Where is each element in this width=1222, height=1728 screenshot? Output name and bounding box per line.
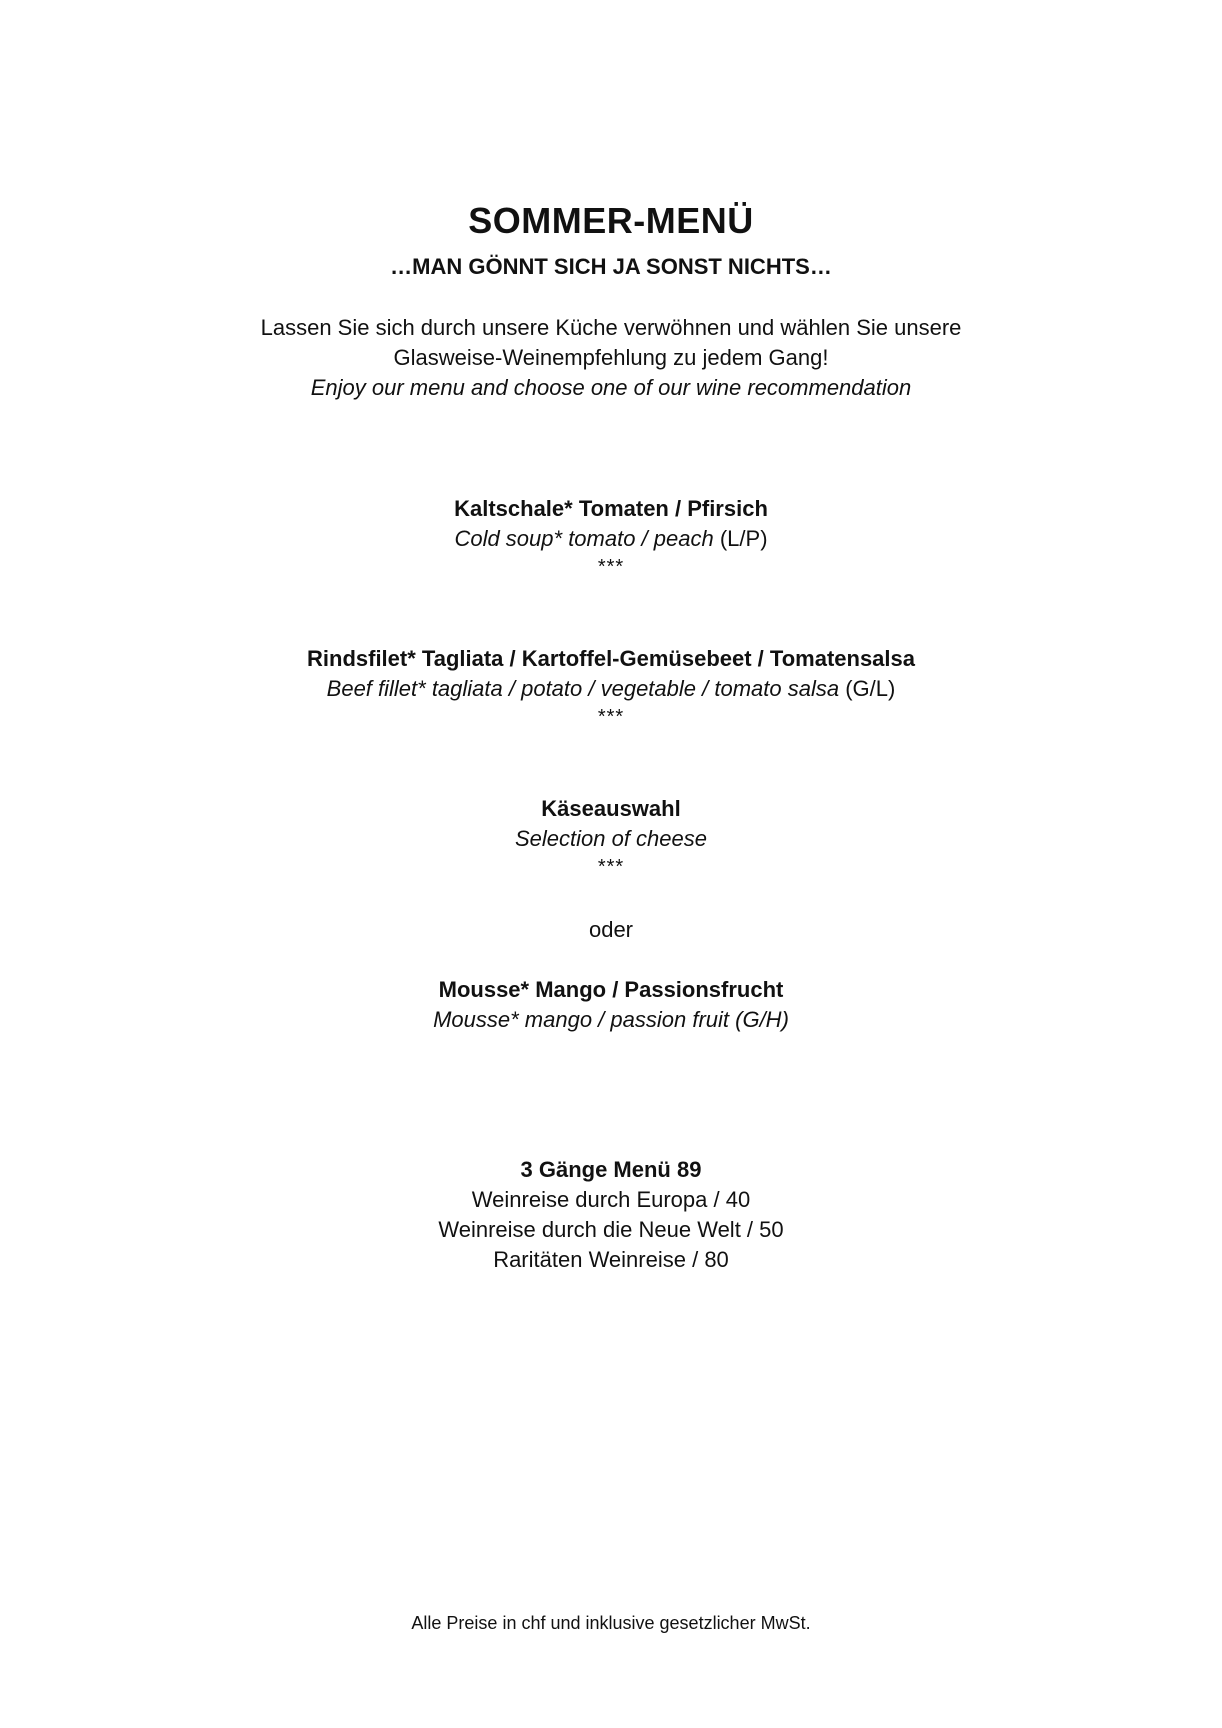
intro-english: Enjoy our menu and choose one of our wine recommendation <box>310 375 912 400</box>
course-2-name-en-line <box>0 676 1222 702</box>
alternative-name-de: Mousse* Mango / Passionsfrucht <box>438 977 784 1002</box>
intro-line-1: Lassen Sie sich durch unsere Küche verwöhnen und wählen Sie unsere <box>260 315 962 340</box>
course-1-name-en: Cold soup* tomato / peach <box>454 526 714 551</box>
wine-option-1: Weinreise durch Europa / 40 <box>471 1187 751 1212</box>
wine-option-3: Raritäten Weinreise / 80 <box>493 1247 729 1272</box>
course-2-separator: *** <box>597 706 625 728</box>
course-2-allergens: (G/L) <box>845 676 896 701</box>
price-footnote: Alle Preise in chf und inklusive gesetzlicher MwSt. <box>411 1613 811 1633</box>
course-1-name-de: Kaltschale* Tomaten / Pfirsich <box>454 496 768 521</box>
course-3-name-en: Selection of cheese <box>514 826 708 851</box>
intro-line-2: Glasweise-Weinempfehlung zu jedem Gang! <box>393 345 829 370</box>
alternative-connector: oder <box>588 917 634 942</box>
course-3-separator: *** <box>597 856 625 878</box>
alternative-name-en: Mousse* mango / passion fruit (G/H) <box>433 1007 789 1032</box>
course-1-name-en-line <box>0 526 1222 552</box>
course-2-name-en: Beef fillet* tagliata / potato / vegetable / tomato salsa <box>326 676 840 701</box>
course-1-allergens: (L/P) <box>719 526 768 551</box>
page-subtitle: …MAN GÖNNT SICH JA SONST NICHTS… <box>390 254 832 279</box>
menu-price: 3 Gänge Menü 89 <box>520 1157 702 1182</box>
wine-option-2: Weinreise durch die Neue Welt / 50 <box>438 1217 784 1242</box>
course-3-name-de: Käseauswahl <box>541 796 681 821</box>
course-1-separator: *** <box>597 556 625 578</box>
page-title: SOMMER-MENÜ <box>468 200 754 241</box>
course-2-name-de: Rindsfilet* Tagliata / Kartoffel-Gemüsebeet / Tomatensalsa <box>307 646 915 671</box>
